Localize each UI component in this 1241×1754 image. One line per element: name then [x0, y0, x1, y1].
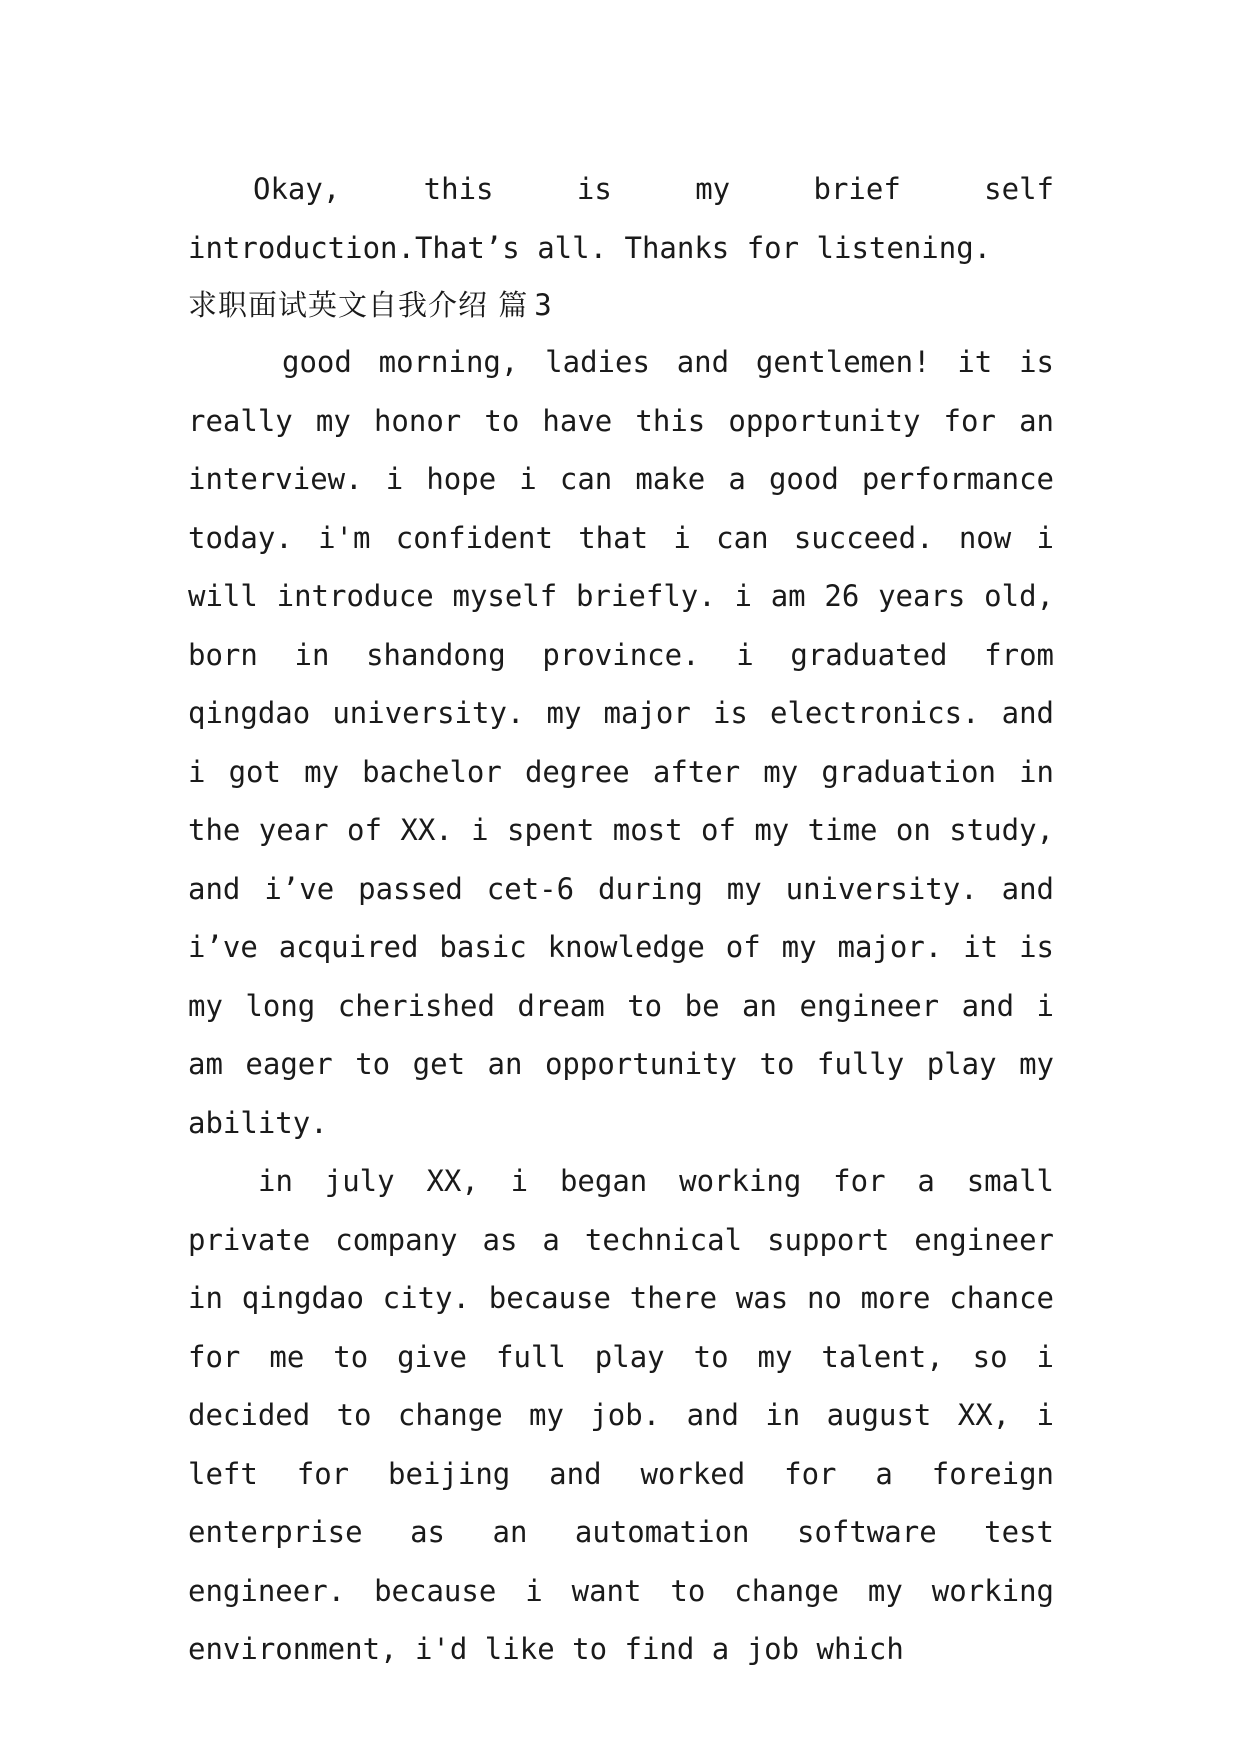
body-paragraph-2: in july XX, i began working for a small private company as a technical support engineer in qingdao city. because there was no more chance for me to give full play to my talent, so i decided to change my job. and in august XX, i left for beijing and worked for a foreign enterprise as an automation software test engineer. because i want to change my working environment, i'd like to find a job which [188, 1164, 1054, 1666]
section-heading [188, 277, 1054, 333]
section-heading-number: 3 [534, 288, 553, 322]
section-heading-title: 求职面试英文自我介绍 篇 [188, 288, 529, 322]
closing-paragraph: Okay, this is my brief self introduction.That’s all. Thanks for listening. [188, 172, 1054, 265]
body-paragraph-1: good morning, ladies and gentlemen! it is really my honor to have this opportunity for an interview. i hope i can make a good performance today. i'm confident that i can succeed. now i will introduce myself briefly. i am 26 years old, born in shandong province. i graduated from qingdao university. my major is electronics. and i got my bachelor degree after my graduation in the year of XX. i spent most of my time on study, and i’ve passed cet-6 during my university. and i’ve acquired basic knowledge of my major. it is my long cherished dream to be an engineer and i am eager to get an opportunity to fully play my ability. [188, 345, 1054, 1140]
document-body [188, 160, 1054, 1679]
